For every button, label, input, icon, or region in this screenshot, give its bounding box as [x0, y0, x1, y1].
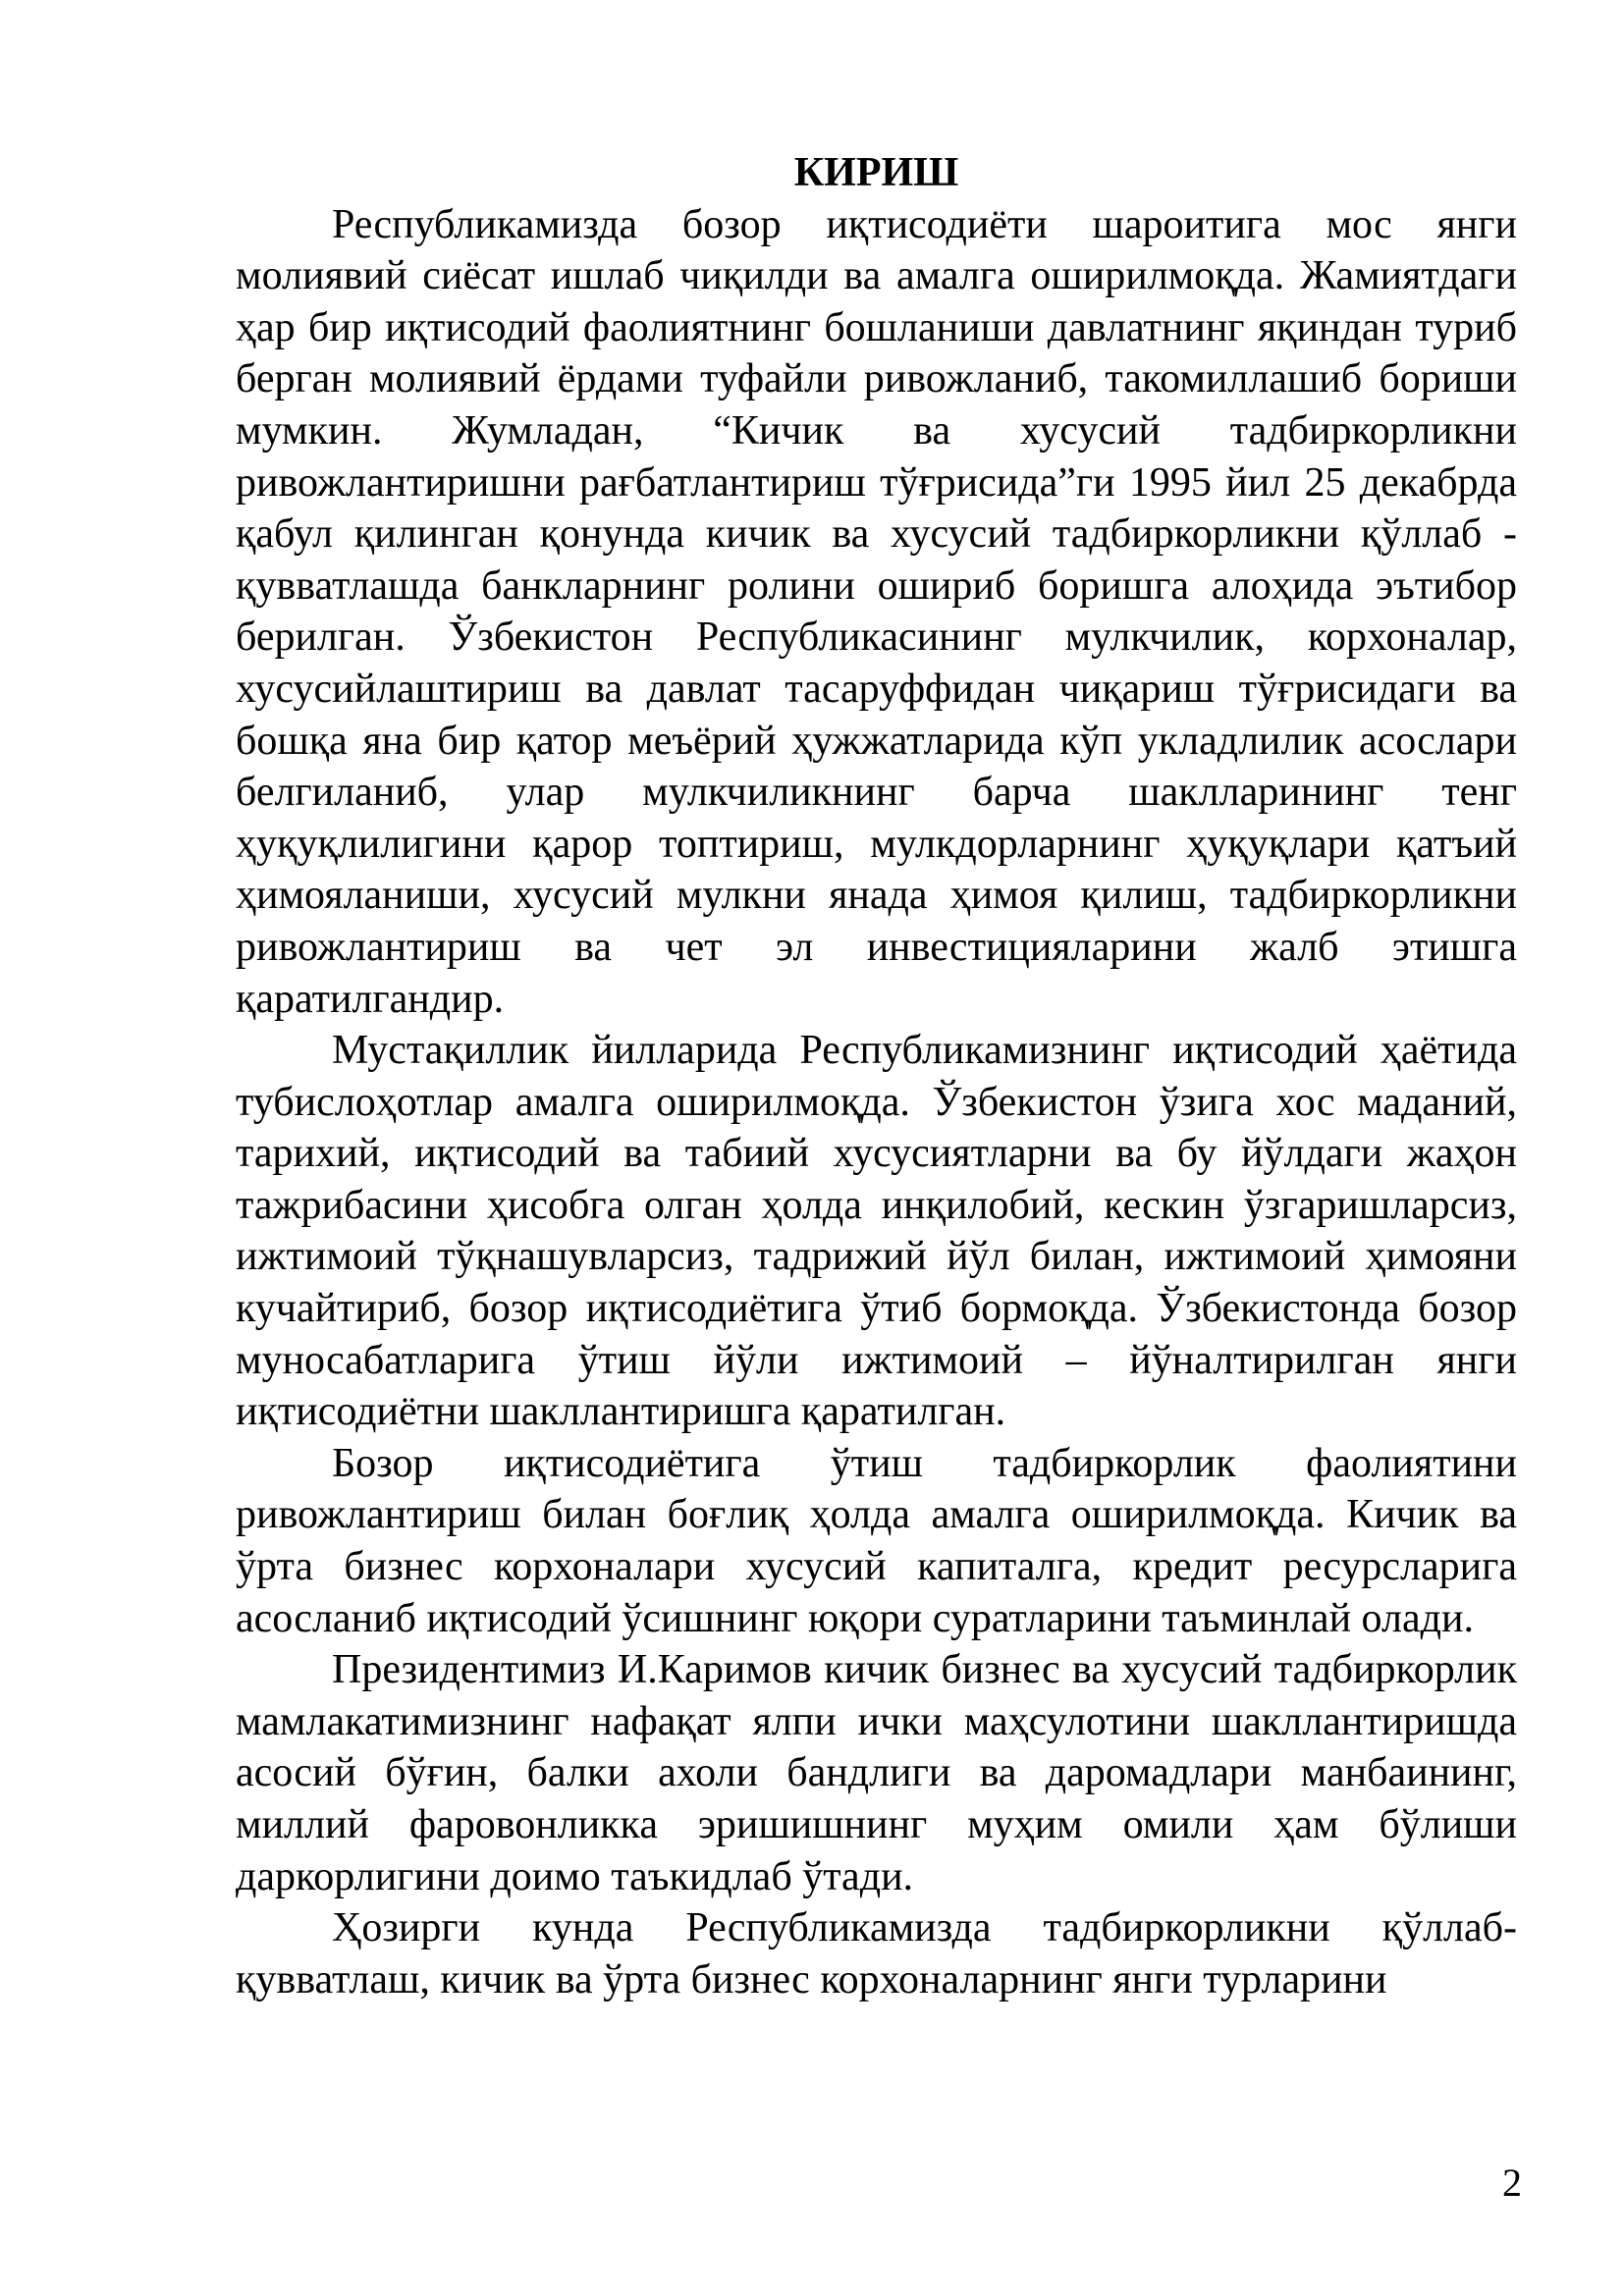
page-body [236, 147, 1517, 2005]
paragraph-1: Республикамизда бозор иқтисодиёти шароитига мос янги молиявий сиёсат ишлаб чиқилди ва амалга оширилмоқда. Жамиятдаги ҳар бир иқтисодий фаолиятнинг бошланиши давлатнинг яқиндан туриб берган молиявий ёрдами туфайли ривожланиб, такомиллашиб бориши мумкин. Жумладан, “Кичик ва хусусий тадбиркорликни ривожлантиришни рағбатлантириш тўғрисида”ги 1995 йил 25 декабрда қабул қилинган қонунда кичик ва хусусий тадбиркорликни қўллаб - қувватлашда банкларнинг ролини ошириб боришга алоҳида эътибор берилган. Ўзбекистон Республикасининг мулкчилик, корхоналар, хусусийлаштириш ва давлат тасаруффидан чиқариш тўғрисидаги ва бошқа яна бир қатор меъёрий ҳужжатларида кўп укладлилик асослари белгиланиб, улар мулкчиликнинг барча шаклларининг тенг ҳуқуқлилигини қарор топтириш, мулкдорларнинг ҳуқуқлари қатъий ҳимояланиши, хусусий мулкни янада ҳимоя қилиш, тадбиркорликни ривожлантириш ва чет эл инвестицияларини жалб этишга қаратилгандир. [236, 201, 1517, 1022]
page-number: 2 [1502, 2161, 1522, 2205]
page-title: КИРИШ [793, 150, 959, 195]
paragraph-5: Ҳозирги кунда Республикамизда тадбиркорликни қўллаб-қувватлаш, кичик ва ўрта бизнес корхоналарнинг янги турларини [236, 1905, 1517, 2002]
paragraph-4: Президентимиз И.Каримов кичик бизнес ва хусусий тадбиркорлик мамлакатимизнинг нафақат ялпи ички маҳсулотини шакллантиришда асосий бўғин, балки ахоли бандлиги ва даромадлари манбаининг, миллий фаровонликка эришишнинг муҳим омили ҳам бўлиши даркорлигини доимо таъкидлаб ўтади. [236, 1647, 1517, 1899]
paragraph-2: Мустақиллик йилларида Республикамизнинг иқтисодий ҳаётида тубислоҳотлар амалга оширилмоқда. Ўзбекистон ўзига хос маданий, тарихий, иқтисодий ва табиий хусусиятларни ва бу йўлдаги жаҳон тажрибасини ҳисобга олган ҳолда инқилобий, кескин ўзгаришларсиз, ижтимоий тўқнашувларсиз, тадрижий йўл билан, ижтимоий ҳимояни кучайтириб, бозор иқтисодиётига ўтиб бормоқда. Ўзбекистонда бозор муносабатларига ўтиш йўли ижтимоий – йўналтирилган янги иқтисодиётни шакллантиришга қаратилган. [236, 1028, 1517, 1435]
paragraph-3: Бозор иқтисодиётига ўтиш тадбиркорлик фаолиятини ривожлантириш билан боғлиқ ҳолда амалга оширилмоқда. Кичик ва ўрта бизнес корхоналари хусусий капиталга, кредит ресурсларига асосланиб иқтисодий ўсишнинг юқори суратларини таъминлай олади. [236, 1440, 1517, 1641]
